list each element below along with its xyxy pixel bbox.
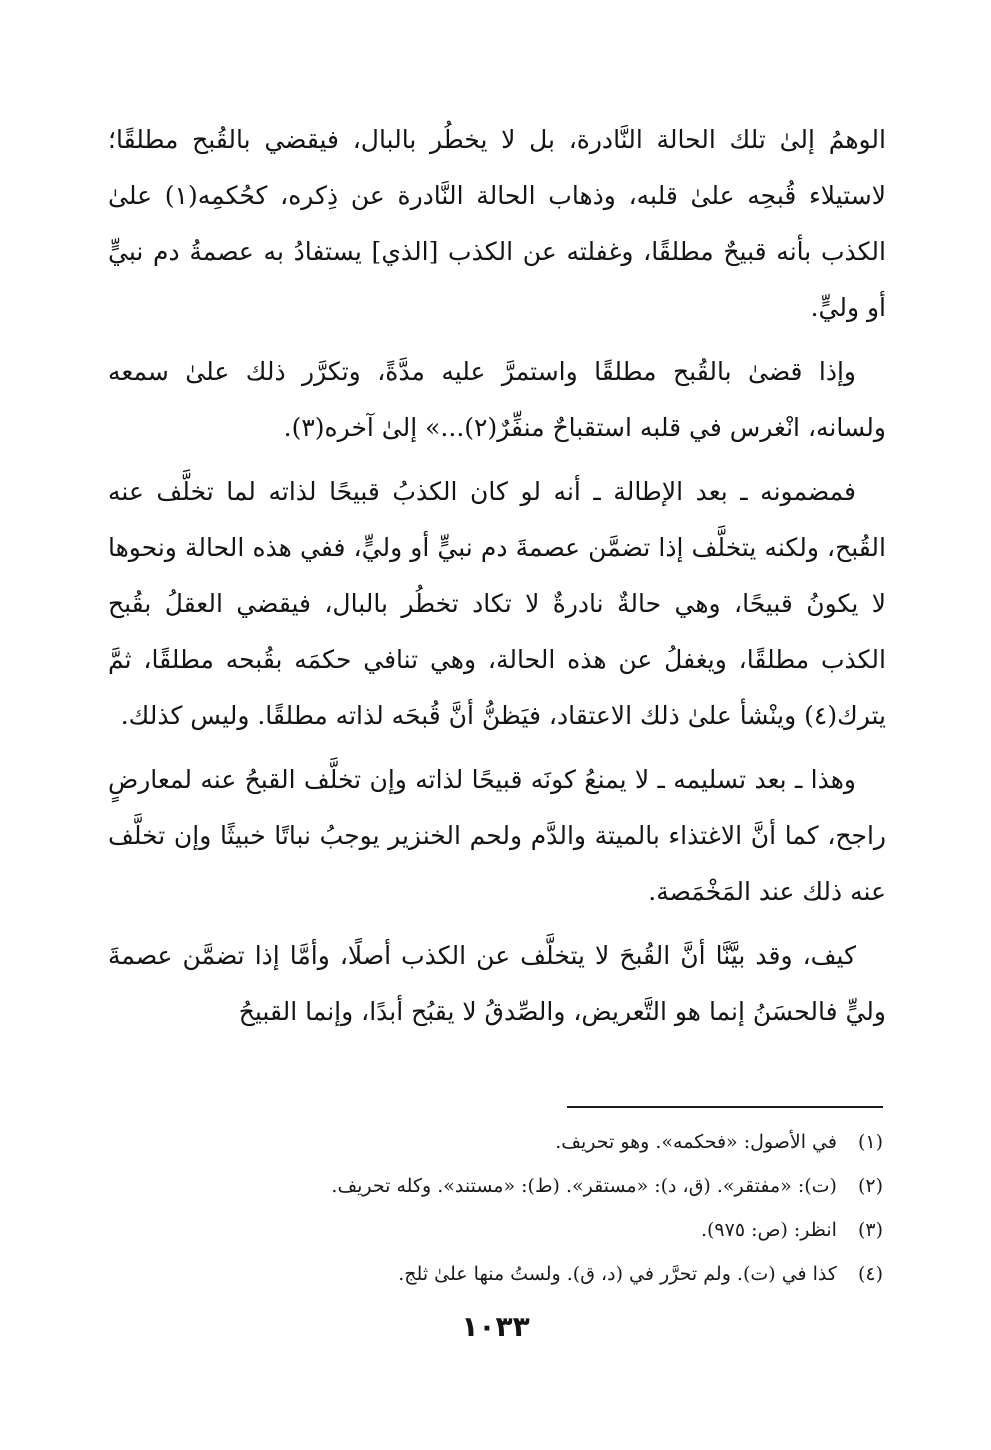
footnote-number: (٤): [857, 1263, 883, 1285]
footnote-text: انظر: (ص: ٩٧٥).: [700, 1219, 837, 1241]
footnote-1: [105, 1120, 883, 1164]
footnotes: [105, 1120, 883, 1296]
footnote-4: [105, 1252, 883, 1296]
footnote-2: [105, 1164, 883, 1208]
footnote-text: كذا في (ت). ولم تحرَّر في (د، ق). ولستُ منها علىٰ ثلج.: [398, 1263, 837, 1285]
main-text: [108, 112, 886, 1050]
paragraph-3: فمضمونه ـ بعد الإطالة ـ أنه لو كان الكذبُ قبيحًا لذاته لما تخلَّف عنه القُبح، ولكنه يتخلَّف إذا تضمَّن عصمةَ دم نبيٍّ أو وليٍّ، ففي هذه الحالة ونحوها لا يكونُ قبيحًا، وهي حالةٌ نادرةٌ لا تكاد تخطُر بالبال، فيقضي العقلُ بقُبح الكذب مطلقًا، ويغفلُ عن هذه الحالة، وهي تنافي حكمَه بقُبحه مطلقًا، ثمَّ يترك(٤) وينْشأ علىٰ ذلك الاعتقاد، فيَظنُّ أنَّ قُبحَه لذاته مطلقًا. وليس كذلك.: [108, 477, 886, 730]
paragraph-5: كيف، وقد بيَّنَّا أنَّ القُبحَ لا يتخلَّف عن الكذب أصلًا، وأمَّا إذا تضمَّن عصمةَ وليٍّ فالحسَنُ إنما هو التَّعريض، والصِّدقُ لا يقبُح أبدًا، وإنما القبيحُ: [108, 941, 886, 1026]
page-number: ١٠٣٣: [461, 1310, 530, 1343]
footnote-number: (٣): [857, 1219, 883, 1241]
footnote-text: في الأصول: «فحكمه». وهو تحريف.: [555, 1131, 837, 1153]
footnote-text: (ت): «مفتقر». (ق، د): «مستقر». (ط): «مستند». وكله تحريف.: [331, 1175, 837, 1197]
footnote-number: (١): [857, 1131, 883, 1153]
paragraph-2: وإذا قضىٰ بالقُبح مطلقًا واستمرَّ عليه مدَّةً، وتكرَّر ذلك علىٰ سمعه ولسانه، انْغرس في قلبه استقباحٌ منفِّرٌ(٢)...» إلىٰ آخره(٣).: [108, 357, 886, 442]
footnote-3: [105, 1208, 883, 1252]
paragraph-1: الوهمُ إلىٰ تلك الحالة النَّادرة، بل لا يخطُر بالبال، فيقضي بالقُبح مطلقًا؛ لاستيلاء قُبحِه علىٰ قلبه، وذهاب الحالة النَّادرة عن ذِكره، كحُكمِه(١) علىٰ الكذب بأنه قبيحٌ مطلقًا، وغفلته عن الكذب [الذي] يستفادُ به عصمةُ دم نبيٍّ أو وليٍّ.: [108, 125, 887, 322]
footnote-number: (٢): [857, 1175, 883, 1197]
paragraph-4: وهذا ـ بعد تسليمه ـ لا يمنعُ كونَه قبيحًا لذاته وإن تخلَّف القبحُ عنه لمعارضٍ راجح، كما أنَّ الاغتذاء بالميتة والدَّم ولحم الخنزير يوجبُ نباتًا خبيثًا وإن تخلَّف عنه ذلك عند المَخْمَصة.: [108, 765, 886, 906]
footnote-separator: [567, 1106, 883, 1108]
